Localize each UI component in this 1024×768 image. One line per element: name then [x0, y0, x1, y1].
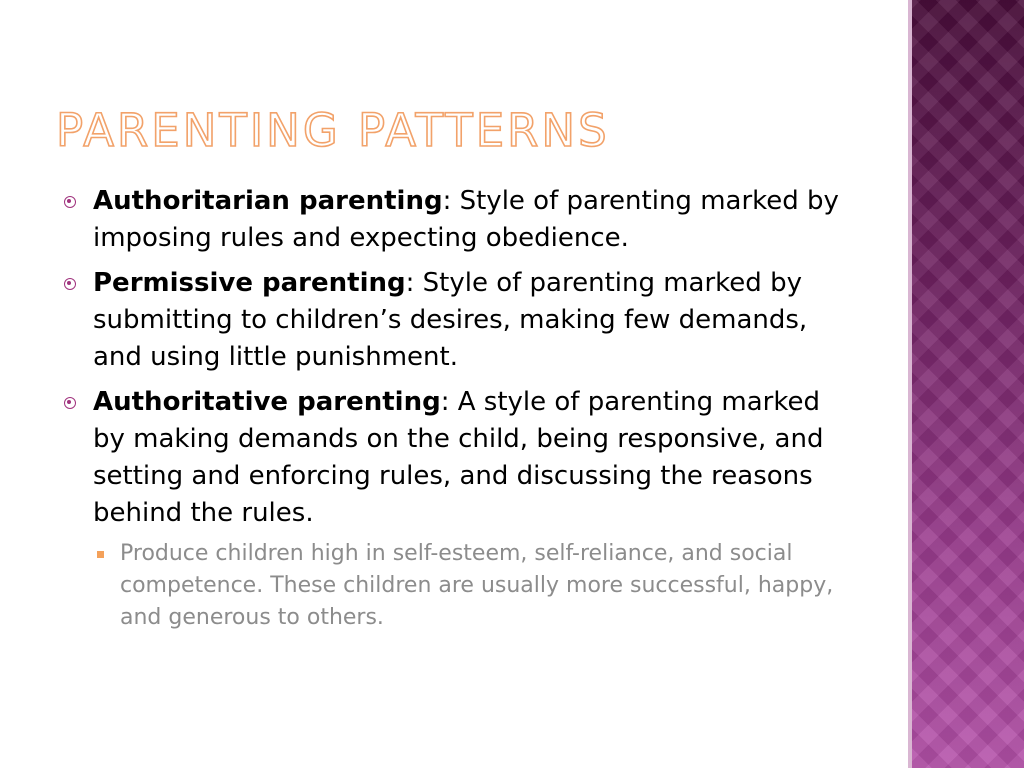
decorative-side-panel [912, 0, 1024, 768]
bullet-separator: : [442, 186, 452, 216]
bullet-term: Authoritarian parenting [93, 186, 443, 216]
radio-circle-icon [64, 196, 76, 208]
sub-bullet-outcomes [93, 538, 840, 634]
bullet-term: Authoritative parenting [93, 387, 441, 417]
slide-body [60, 183, 840, 634]
bullet-permissive [60, 265, 840, 376]
radio-circle-icon [64, 278, 76, 290]
bullet-text: Style of parenting marked by submitting to children’s desires, making few demands, and using little punishment. [93, 268, 808, 372]
radio-circle-icon [64, 397, 76, 409]
sub-bullet-text: Produce children high in self-esteem, self-reliance, and social competence. These children are usually more successful, happy, and generous to others. [120, 541, 834, 630]
bullet-separator: : [440, 387, 450, 417]
bullet-term: Permissive parenting [93, 268, 406, 298]
bullet-separator: : [405, 268, 415, 298]
bullet-authoritative [60, 384, 840, 532]
slide-title: PARENTING PATTERNS [56, 104, 610, 157]
square-bullet-icon [97, 551, 104, 558]
bullet-authoritarian [60, 183, 840, 257]
bullet-text: Style of parenting marked by imposing rules and expecting obedience. [93, 186, 839, 253]
bullet-text: A style of parenting marked by making demands on the child, being responsive, and setting and enforcing rules, and discussing the reasons behind the rules. [93, 387, 824, 528]
